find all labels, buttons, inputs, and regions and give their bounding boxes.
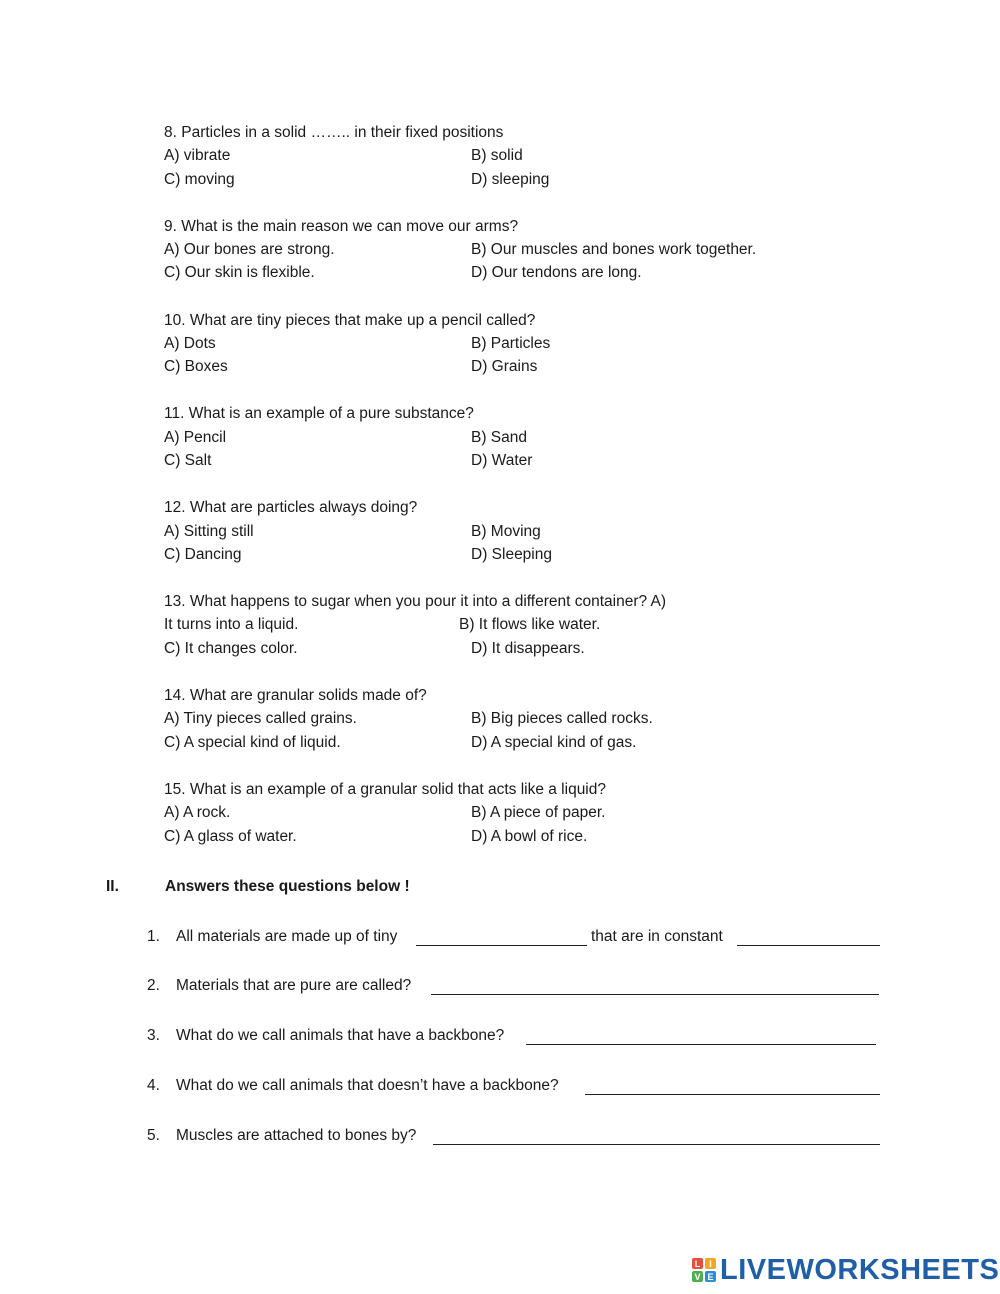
item-1-answer-blank-2[interactable] xyxy=(737,931,880,946)
question-15-option-b[interactable]: B) A piece of paper. xyxy=(471,804,606,821)
question-10-option-d[interactable]: D) Grains xyxy=(471,358,538,375)
item-1-text-end: that are in constant xyxy=(591,928,723,945)
question-8-option-d[interactable]: D) sleeping xyxy=(471,171,550,188)
item-4-answer-blank[interactable] xyxy=(585,1080,880,1095)
brand-name: LIVEWORKSHEETS xyxy=(720,1253,1000,1286)
question-12-option-c[interactable]: C) Dancing xyxy=(164,546,242,563)
question-13-option-a[interactable]: It turns into a liquid. xyxy=(164,616,299,633)
item-2-number: 2. xyxy=(147,977,160,994)
question-8-option-a[interactable]: A) vibrate xyxy=(164,147,231,164)
logo-tile-v: V xyxy=(692,1271,703,1282)
question-11-text: 11. What is an example of a pure substance? xyxy=(164,405,474,422)
question-10-option-b[interactable]: B) Particles xyxy=(471,335,551,352)
question-11-option-b[interactable]: B) Sand xyxy=(471,429,528,446)
question-15-option-a[interactable]: A) A rock. xyxy=(164,804,231,821)
question-14-option-d[interactable]: D) A special kind of gas. xyxy=(471,734,637,751)
question-11-option-a[interactable]: A) Pencil xyxy=(164,429,227,446)
question-10-text: 10. What are tiny pieces that make up a pencil called? xyxy=(164,312,536,329)
item-4-number: 4. xyxy=(147,1077,160,1094)
item-3-text: What do we call animals that have a backbone? xyxy=(176,1027,505,1044)
item-1-number: 1. xyxy=(147,928,160,945)
logo-tile-i: I xyxy=(705,1258,716,1269)
item-5-number: 5. xyxy=(147,1127,160,1144)
question-10-option-a[interactable]: A) Dots xyxy=(164,335,216,352)
question-12-option-a[interactable]: A) Sitting still xyxy=(164,523,254,540)
question-9-text: 9. What is the main reason we can move our arms? xyxy=(164,218,519,235)
item-3-number: 3. xyxy=(147,1027,160,1044)
logo-tiles-icon xyxy=(692,1258,716,1282)
question-8-text: 8. Particles in a solid …….. in their fixed positions xyxy=(164,124,504,141)
question-15-text: 15. What is an example of a granular solid that acts like a liquid? xyxy=(164,781,606,798)
question-15-option-d[interactable]: D) A bowl of rice. xyxy=(471,828,588,845)
item-5-text: Muscles are attached to bones by? xyxy=(176,1127,417,1144)
question-14-option-a[interactable]: A) Tiny pieces called grains. xyxy=(164,710,357,727)
question-12-text: 12. What are particles always doing? xyxy=(164,499,418,516)
question-13-option-d[interactable]: D) It disappears. xyxy=(471,640,585,657)
question-13-option-c[interactable]: C) It changes color. xyxy=(164,640,298,657)
question-11-option-c[interactable]: C) Salt xyxy=(164,452,212,469)
question-10-option-c[interactable]: C) Boxes xyxy=(164,358,228,375)
item-2-answer-blank[interactable] xyxy=(431,980,879,995)
question-9-option-a[interactable]: A) Our bones are strong. xyxy=(164,241,335,258)
question-12-option-d[interactable]: D) Sleeping xyxy=(471,546,552,563)
question-13-text: 13. What happens to sugar when you pour it into a different container? A) xyxy=(164,593,667,610)
question-8-option-c[interactable]: C) moving xyxy=(164,171,235,188)
question-14-option-c[interactable]: C) A special kind of liquid. xyxy=(164,734,341,751)
section-numeral: II. xyxy=(106,878,119,895)
question-12-option-b[interactable]: B) Moving xyxy=(471,523,541,540)
logo-tile-l: L xyxy=(692,1258,703,1269)
item-4-text: What do we call animals that doesn’t have a backbone? xyxy=(176,1077,559,1094)
question-9-option-c[interactable]: C) Our skin is flexible. xyxy=(164,264,315,281)
question-9-option-d[interactable]: D) Our tendons are long. xyxy=(471,264,642,281)
liveworksheets-logo xyxy=(692,1254,999,1286)
section-title: Answers these questions below ! xyxy=(165,878,410,895)
question-13-option-b[interactable]: B) It flows like water. xyxy=(459,616,601,633)
item-2-text: Materials that are pure are called? xyxy=(176,977,412,994)
question-8-option-b[interactable]: B) solid xyxy=(471,147,523,164)
item-5-answer-blank[interactable] xyxy=(433,1130,880,1145)
question-11-option-d[interactable]: D) Water xyxy=(471,452,533,469)
item-3-answer-blank[interactable] xyxy=(526,1030,876,1045)
question-14-text: 14. What are granular solids made of? xyxy=(164,687,427,704)
question-9-option-b[interactable]: B) Our muscles and bones work together. xyxy=(471,241,757,258)
question-14-option-b[interactable]: B) Big pieces called rocks. xyxy=(471,710,653,727)
logo-tile-e: E xyxy=(705,1271,716,1282)
item-1-answer-blank-1[interactable] xyxy=(416,931,587,946)
question-15-option-c[interactable]: C) A glass of water. xyxy=(164,828,297,845)
item-1-text-start: All materials are made up of tiny xyxy=(176,928,398,945)
